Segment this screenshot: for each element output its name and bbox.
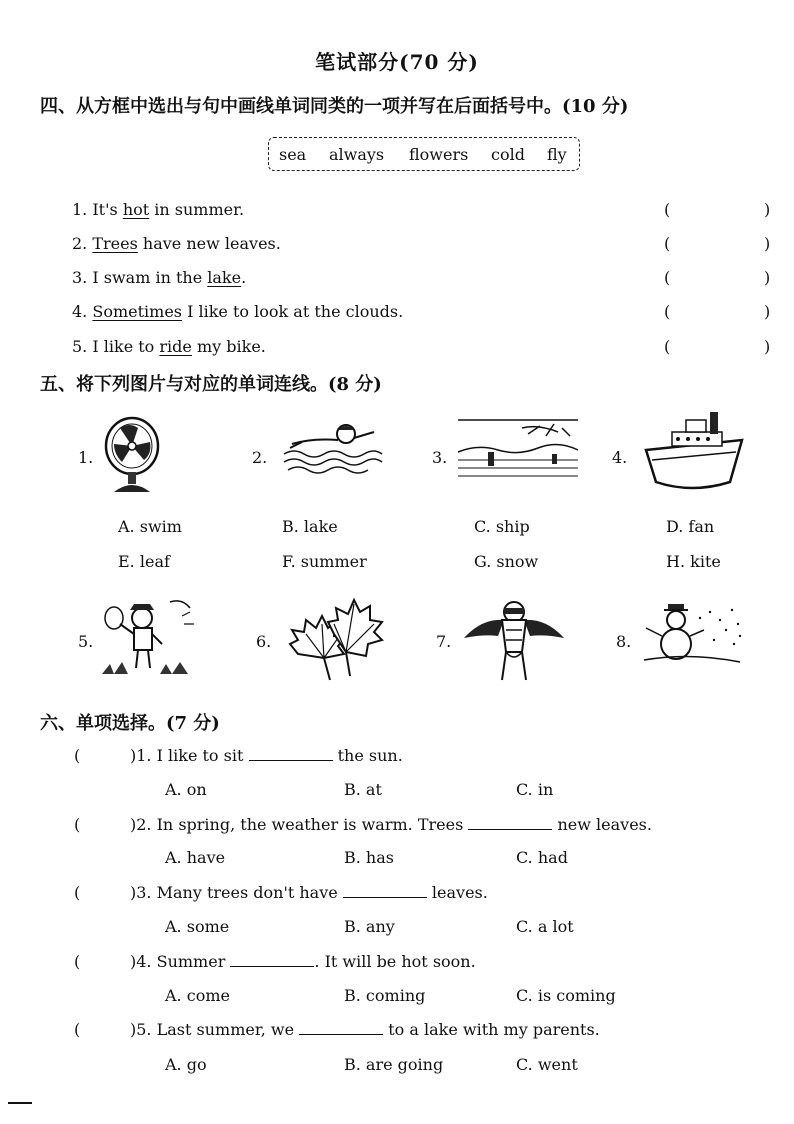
option[interactable]: B. has [344,848,394,867]
question-text-pre: In spring, the weather is warm. Trees [156,815,469,834]
s4-item-3 [72,268,246,287]
question-text-post: . It will be hot soon. [314,952,476,971]
option[interactable]: A. on [165,780,207,799]
question-2 [130,815,652,834]
s4-item-2 [72,234,281,253]
item-text-pre: It's [92,200,123,219]
lake-picture [458,418,578,484]
question-text-pre: Last summer, we [156,1020,300,1039]
answer-paren-open[interactable]: ( [74,746,81,765]
item-text-pre: I swam in the [92,268,208,287]
question-close-paren: ) [130,815,137,834]
item-number: 1. [72,200,88,219]
item-number: 4. [72,302,88,321]
answer-paren-open[interactable]: ( [664,234,671,253]
picture-number: 8. [616,632,632,651]
question-text-post: leaves. [426,883,488,902]
page-margin-mark [8,1102,32,1104]
answer-blank[interactable] [468,815,552,830]
picture-number: 3. [432,448,448,467]
underlined-word: lake [207,268,242,287]
question-number: 4. [136,952,152,971]
match-word[interactable]: E. leaf [118,552,170,571]
question-number: 1. [136,746,152,765]
answer-paren-close: ) [764,337,771,356]
word-box-word: sea [279,145,307,164]
leaf-picture [284,594,386,684]
question-text-post: the sun. [332,746,403,765]
match-word[interactable]: D. fan [666,517,715,536]
picture-number: 2. [252,448,268,467]
answer-paren-open[interactable]: ( [664,268,671,287]
answer-paren-open[interactable]: ( [74,815,81,834]
ship-picture [642,410,746,494]
underlined-word: ride [159,337,192,356]
question-number: 2. [136,815,152,834]
match-word[interactable]: B. lake [282,517,338,536]
question-close-paren: ) [130,952,137,971]
answer-paren-open[interactable]: ( [664,200,671,219]
picture-number: 7. [436,632,452,651]
question-close-paren: ) [130,746,137,765]
underlined-word: hot [122,200,150,219]
match-word[interactable]: F. summer [282,552,367,571]
question-5 [130,1020,600,1039]
page-title: 笔试部分(70 分) [315,50,479,74]
option[interactable]: B. coming [344,986,426,1005]
option[interactable]: A. have [165,848,226,867]
option[interactable]: B. at [344,780,382,799]
question-close-paren: ) [130,883,137,902]
question-text-post: to a lake with my parents. [383,1020,600,1039]
option[interactable]: C. is coming [516,986,616,1005]
question-text-pre: Many trees don't have [156,883,343,902]
swimmer-picture [282,418,382,482]
item-text-pre: I like to [92,337,160,356]
kite-picture [462,598,566,682]
question-close-paren: ) [130,1020,137,1039]
word-box-word: always [329,145,385,164]
question-1 [130,746,403,765]
answer-blank[interactable] [299,1020,383,1035]
word-box [268,137,580,171]
option[interactable]: C. a lot [516,917,574,936]
s4-item-1 [72,200,244,219]
match-word[interactable]: H. kite [666,552,721,571]
answer-paren-open[interactable]: ( [74,952,81,971]
item-number: 5. [72,337,88,356]
option[interactable]: B. any [344,917,395,936]
word-box-word: cold [491,145,525,164]
underlined-word: Trees [92,234,138,253]
item-text-post: have new leaves. [137,234,281,253]
answer-paren-open[interactable]: ( [664,302,671,321]
fan-picture [100,412,164,494]
picture-number: 6. [256,632,272,651]
underlined-word: Sometimes [92,302,182,321]
item-number: 3. [72,268,88,287]
answer-paren-close: ) [764,234,771,253]
option[interactable]: A. some [165,917,230,936]
question-text-pre: Summer [156,952,231,971]
section5-heading: 五、将下列图片与对应的单词连线。(8 分) [40,374,382,395]
item-text-post: I like to look at the clouds. [182,302,404,321]
option[interactable]: A. go [165,1055,207,1074]
item-number: 2. [72,234,88,253]
question-number: 5. [136,1020,152,1039]
answer-blank[interactable] [230,952,314,967]
question-text-post: new leaves. [552,815,652,834]
match-word[interactable]: G. snow [474,552,539,571]
s4-item-4 [72,302,403,321]
picture-number: 1. [78,448,94,467]
match-word[interactable]: A. swim [118,517,182,536]
question-3 [130,883,488,902]
match-word[interactable]: C. ship [474,517,530,536]
word-box-word: flowers [409,145,469,164]
option[interactable]: A. come [165,986,230,1005]
answer-paren-close: ) [764,268,771,287]
answer-blank[interactable] [343,883,427,898]
item-text-post: my bike. [191,337,266,356]
section4-heading: 四、从方框中选出与句中画线单词同类的一项并写在后面括号中。(10 分) [40,96,629,117]
summer-boy-picture [100,594,196,682]
section6-heading: 六、单项选择。(7 分) [40,713,220,734]
answer-paren-close: ) [764,200,771,219]
option[interactable]: C. had [516,848,568,867]
s4-item-5 [72,337,266,356]
answer-blank[interactable] [249,746,333,761]
question-4 [130,952,476,971]
option[interactable]: C. in [516,780,554,799]
picture-number: 5. [78,632,94,651]
option[interactable]: C. went [516,1055,578,1074]
answer-paren-open[interactable]: ( [74,1020,81,1039]
option[interactable]: B. are going [344,1055,444,1074]
answer-paren-open[interactable]: ( [664,337,671,356]
item-text-post: in summer. [149,200,245,219]
answer-paren-close: ) [764,302,771,321]
question-number: 3. [136,883,152,902]
snowman-picture [640,600,746,666]
picture-number: 4. [612,448,628,467]
word-box-word: fly [547,145,567,164]
item-text-post: . [241,268,247,287]
question-text-pre: I like to sit [156,746,249,765]
answer-paren-open[interactable]: ( [74,883,81,902]
